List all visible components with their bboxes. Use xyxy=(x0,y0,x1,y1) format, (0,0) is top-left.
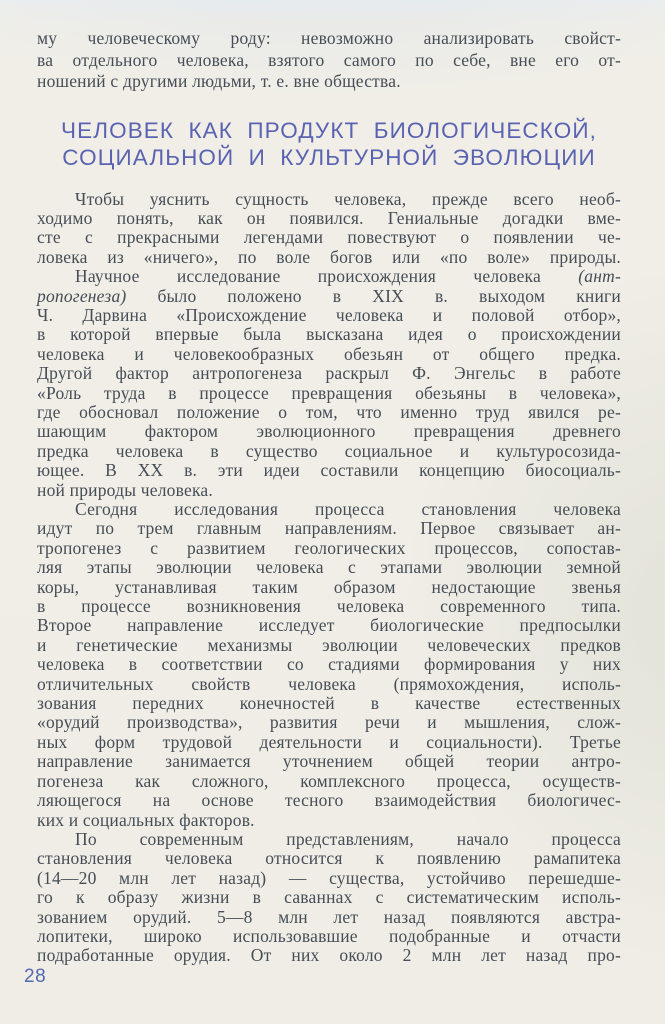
text-segment: зования передних конечностей в качестве естественных xyxy=(37,693,621,714)
text-line xyxy=(37,190,621,209)
text-segment: человека и человекообразных обезьян от общего предка. xyxy=(37,343,621,364)
text-segment: Научное исследование происхождения человека xyxy=(75,266,579,287)
text-segment: ляющегося на основе тесного взаимодействия биологичес- xyxy=(37,790,621,811)
text-segment: ловека из «ничего», по воле богов или «по воле» природы. xyxy=(37,246,621,267)
page-content xyxy=(37,28,621,966)
text-line xyxy=(37,752,621,771)
text-line xyxy=(37,500,621,519)
text-line xyxy=(37,772,621,791)
text-line xyxy=(37,403,621,422)
text-segment: было положено в XIX в. выходом книги xyxy=(126,285,621,306)
text-line xyxy=(37,888,621,907)
text-segment: лопитеки, широко использовавшие подобранные и отчасти xyxy=(37,925,621,946)
text-segment: Другой фактор антропогенеза раскрыл Ф. Энгельс в работе xyxy=(37,363,621,384)
paragraph-2 xyxy=(37,267,621,500)
heading-line-2: СОЦИАЛЬНОЙ И КУЛЬТУРНОЙ ЭВОЛЮЦИИ xyxy=(62,144,596,170)
text-segment: сте с прекрасными легендами повествуют о появлении че- xyxy=(37,227,621,248)
text-line xyxy=(37,364,621,383)
paragraph-3 xyxy=(37,500,621,830)
text-line xyxy=(37,248,621,267)
text-line xyxy=(37,539,621,558)
text-segment: человека в соответствии со стадиями формирования у них xyxy=(37,654,621,675)
body-paragraphs xyxy=(37,190,621,966)
text-segment: коры, устанавливая таким образом недостающие звенья xyxy=(37,576,621,597)
text-line xyxy=(37,655,621,674)
section-heading xyxy=(37,117,621,171)
text-segment: становления человека относится к появлению рамапитека xyxy=(37,848,621,869)
text-segment: идут по трем главным направлениям. Первое связывает ан- xyxy=(37,518,621,539)
text-line xyxy=(37,616,621,635)
text-line xyxy=(37,325,621,344)
text-line xyxy=(37,908,621,927)
text-segment: ких и социальных факторов. xyxy=(37,809,255,830)
text-segment: тропогенез с развитием геологических процессов, сопостав- xyxy=(37,537,621,558)
text-segment: ной природы человека. xyxy=(37,479,213,500)
text-line xyxy=(37,849,621,868)
text-line xyxy=(37,733,621,752)
text-segment: в которой впервые была высказана идея о происхождении xyxy=(37,324,621,345)
text-line xyxy=(37,519,621,538)
text-segment: ходимо понять, как он появился. Гениальные догадки вме- xyxy=(37,207,621,228)
text-segment: Второе направление исследует биологические предпосылки xyxy=(37,615,621,636)
italic-text-segment: (ант- xyxy=(578,266,621,287)
text-line xyxy=(37,422,621,441)
text-segment: направление занимается уточнением общей теории антро- xyxy=(37,751,621,772)
text-line xyxy=(37,713,621,732)
text-line xyxy=(37,597,621,616)
continuation-slot xyxy=(37,28,621,93)
text-line xyxy=(37,481,621,500)
text-segment: погенеза как сложного, комплексного процесса, осуществ- xyxy=(37,770,621,791)
continuation-paragraph xyxy=(37,28,621,93)
text-line xyxy=(37,345,621,364)
text-line xyxy=(37,636,621,655)
text-line xyxy=(37,869,621,888)
paragraph-4 xyxy=(37,830,621,966)
text-segment: ва отдельного человека, взятого самого по себе, вне его от- xyxy=(37,49,621,70)
text-line xyxy=(37,461,621,480)
text-line xyxy=(37,558,621,577)
text-line xyxy=(37,811,621,830)
text-line xyxy=(37,578,621,597)
text-segment: ющее. В XX в. эти идеи составили концепцию биосоциаль- xyxy=(37,460,621,481)
text-segment: «орудий производства», развития речи и мышления, слож- xyxy=(37,712,621,733)
text-segment: Сегодня исследования процесса становления человека xyxy=(75,499,621,519)
text-line xyxy=(37,306,621,325)
text-segment: отличительных свойств человека (прямохождения, исполь- xyxy=(37,673,621,694)
text-line xyxy=(37,209,621,228)
text-segment: и генетические механизмы эволюции человеческих предков xyxy=(37,634,621,655)
text-line xyxy=(37,946,621,965)
text-segment: Ч. Дарвина «Происхождение человека и половой отбор», xyxy=(37,304,621,325)
text-line xyxy=(37,228,621,247)
text-line xyxy=(37,675,621,694)
text-segment: где обосновал положение о том, что именно труд явился ре- xyxy=(37,401,621,422)
text-segment: ношений с другими людьми, т. е. вне общества. xyxy=(37,71,401,91)
text-line xyxy=(37,287,621,306)
text-segment: ных форм трудовой деятельности и социальности). Третье xyxy=(37,731,621,752)
text-line xyxy=(37,694,621,713)
text-segment: подработанные орудия. От них около 2 млн лет назад про- xyxy=(37,945,621,966)
italic-text-segment: ропогенеза) xyxy=(37,285,127,306)
paragraph-1 xyxy=(37,190,621,268)
text-line xyxy=(37,830,621,849)
text-segment: (14—20 млн лет назад) — существа, устойчиво перешедше- xyxy=(37,867,621,888)
text-segment: зованием орудий. 5—8 млн лет назад появляются австра- xyxy=(37,906,621,927)
text-segment: му человеческому роду: невозможно анализировать свойст- xyxy=(37,28,621,48)
text-segment: в процессе возникновения человека современного типа. xyxy=(37,596,621,617)
text-line xyxy=(37,927,621,946)
text-line xyxy=(37,267,621,286)
page-number: 28 xyxy=(24,966,47,987)
text-segment: Чтобы уяснить сущность человека, прежде всего необ- xyxy=(75,188,621,209)
text-line xyxy=(37,384,621,403)
text-segment: ляя этапы эволюции человека с этапами эволюции земной xyxy=(37,557,621,578)
text-line xyxy=(37,442,621,461)
text-segment: «Роль труда в процессе превращения обезьяны в человека», xyxy=(37,382,621,403)
heading-line-1: ЧЕЛОВЕК КАК ПРОДУКТ БИОЛОГИЧЕСКОЙ, xyxy=(61,117,597,143)
text-line xyxy=(37,791,621,810)
text-segment: шающим фактором эволюционного превращения древнего xyxy=(37,421,621,442)
text-segment: По современным представлениям, начало процесса xyxy=(75,828,621,849)
text-segment: предка человека в существо социальное и культуросозида- xyxy=(37,440,621,461)
text-line xyxy=(37,28,621,50)
text-line xyxy=(37,50,621,72)
text-segment: го к образу жизни в саваннах с систематическим исполь- xyxy=(37,887,621,908)
text-line xyxy=(37,71,621,93)
